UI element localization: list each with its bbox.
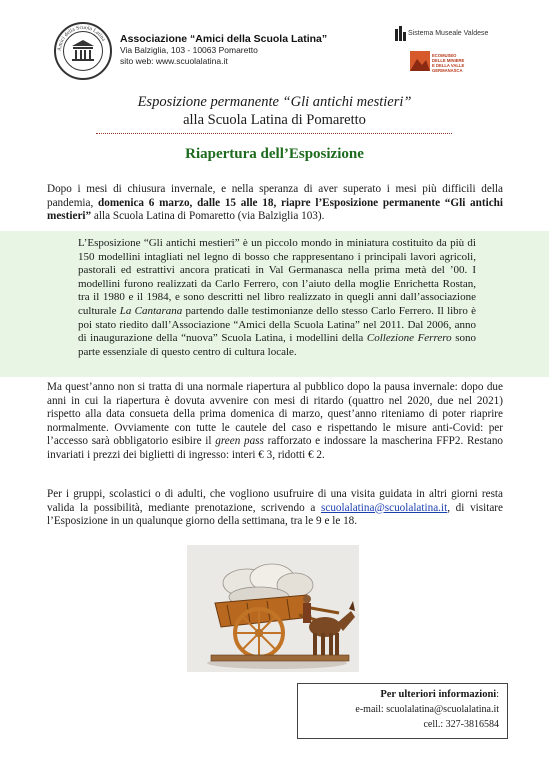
groups-paragraph: Per i gruppi, scolastici o di adulti, che vogliono usufruire di una visita guidata in altri giorni resta valida la possibilità, mediante prenotazione, scrivendo a scuolalatina@scuolalatina.it, di visitare l’Esposizione in un qualunque giorno della settimana, tra le 9 e le 18. (47, 488, 503, 527)
wooden-cart-model-image (187, 545, 359, 672)
ecomuseo-label: ECOMUSEO DELLE MINIERE E DELLA VALLE GERMANASCA (432, 53, 465, 73)
exhibition-title: Esposizione permanente “Gli antichi mestieri” (137, 94, 412, 110)
exhibition-description: L’Esposizione “Gli antichi mestieri” è un piccolo mondo in miniatura costituito da più di 150 modellini intagliati nel legno di bosso che rappresentano i principali lavori agricoli, pastorali ed estrattivi ancora praticati in Val Germanasca nella prima metà del ’00. I modellini furono realizzati da Carlo Ferrero, con l’aiuto della moglie Enrichetta Rostan, tra il 1980 e il 1984, e sono descritti nel libro realizzato in quegli anni dall’associazione culturale La Cantarana partendo dalle testimonianze dello stesso Carlo Ferrero. Il libro è poi stato riedito dall’Associazione “Amici della Scuola Latina” nel 2011. Dal 2006, anno di inaugurazione della “nuova” Scuola Latina, i modellini della Collezione Ferrero sono parte essenziale di questo centro di cultura locale. (78, 237, 477, 358)
email-link[interactable]: scuolalatina@scuolalatina.it (321, 501, 448, 514)
contact-title: Per ulteriori informazioni: (380, 689, 499, 700)
svg-text:Amici della Scuola Latina: Amici della Scuola Latina (56, 24, 107, 52)
partner-logos (392, 26, 532, 76)
sistema-museale-logo-icon (395, 26, 407, 42)
association-name: Associazione “Amici della Scuola Latina” (120, 33, 328, 45)
ecomuseo-logo-icon (410, 51, 430, 71)
contact-info-box (297, 683, 508, 739)
exhibition-location: alla Scuola Latina di Pomaretto (183, 112, 366, 128)
contact-email: e-mail: scuolalatina@scuolalatina.it (355, 704, 499, 715)
association-header (120, 33, 327, 67)
intro-paragraph: Dopo i mesi di chiusura invernale, e nella speranza di aver superato i mesi più difficili della pandemia, domenica 6 marzo, dalle 15 alle 18, riapre l’Esposizione permanente “Gli antichi mestieri” alla Scuola Latina di Pomaretto (via Balziglia 103). (47, 183, 503, 222)
contact-phone: cell.: 327-3816584 (423, 719, 499, 730)
logo-ring-text (54, 22, 112, 80)
divider (96, 133, 452, 134)
opening-date: domenica 6 marzo, dalle 15 alle 18, riapre l’Esposizione permanente “Gli antichi mestieri” (47, 196, 503, 222)
association-address: Via Balziglia, 103 - 10063 Pomaretto (120, 45, 258, 55)
sistema-museale-label: Sistema Museale Valdese (408, 30, 489, 37)
association-logo (54, 22, 112, 80)
association-website: sito web: www.scuolalatina.it (120, 56, 228, 66)
reopening-paragraph: Ma quest’anno non si tratta di una normale riapertura al pubblico dopo la pausa invernale: dopo due anni in cui la riapertura è dovuta avvenire con mesi di ritardo (quattro nel 2020, due nel 2021) rispetto alla data consueta della prima domenica di marzo, quest’anno riteniamo di poter riaprire normalmente. Ovviamente con tutte le cautele del caso e rispettando le misure anti-Covid: per l’accesso sarà obbligatorio esibire il green pass rafforzato e indossare la mascherina FFP2. Restano invariati i prezzi dei biglietti di ingresso: interi € 3, ridotti € 2. (47, 381, 504, 461)
section-title: Riapertura dell’Esposizione (185, 146, 364, 162)
